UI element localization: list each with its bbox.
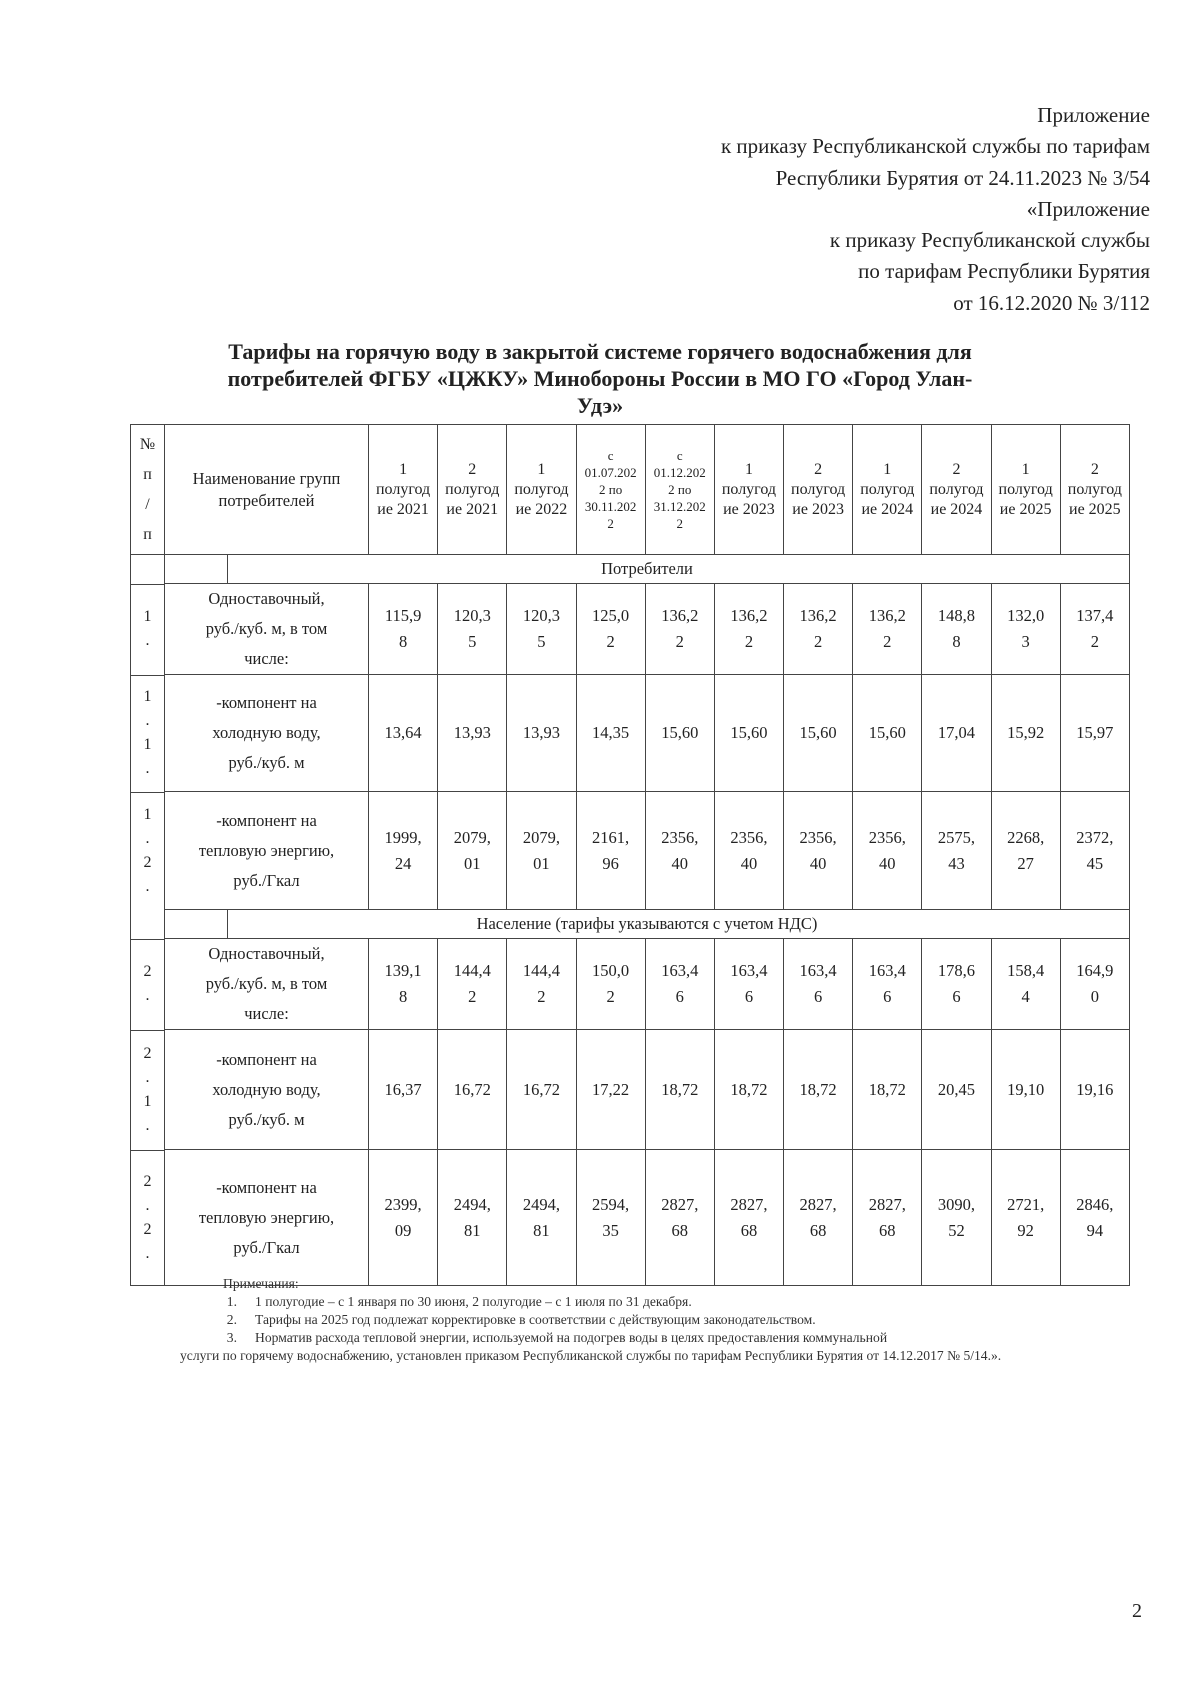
period-header: с 01.07.202 2 по 30.11.202 2 [576, 425, 645, 555]
note-item [180, 1329, 1130, 1347]
tariff-value: 2575, 43 [922, 792, 991, 910]
note-number: 2. [226, 1312, 237, 1327]
tariff-value: 163,4 6 [853, 939, 922, 1030]
tariff-value: 19,10 [991, 1030, 1060, 1150]
tariff-value: 2494, 81 [438, 1150, 507, 1286]
tariff-value: 13,93 [438, 675, 507, 792]
row-label: -компонент на тепловую энергию, руб./Гкал [165, 792, 369, 910]
tariff-value: 18,72 [714, 1030, 783, 1150]
row-label: Одноставочный, руб./куб. м, в том числе: [165, 584, 369, 675]
tariff-value: 144,4 2 [507, 939, 576, 1030]
title-line: Удэ» [576, 393, 624, 418]
section-divider [227, 910, 228, 938]
appendix-header [450, 100, 1150, 319]
tariff-value: 148,8 8 [922, 584, 991, 675]
tariff-value: 15,92 [991, 675, 1060, 792]
row-separator [131, 1150, 165, 1151]
period-header: 1 полугод ие 2022 [507, 425, 576, 555]
tariff-value: 2846, 94 [1060, 1150, 1129, 1286]
tariff-value: 136,2 2 [853, 584, 922, 675]
tariff-value: 2356, 40 [853, 792, 922, 910]
title-line: Тарифы на горячую воду в закрытой системе горячего водоснабжения для [228, 339, 972, 364]
tariff-value: 2356, 40 [714, 792, 783, 910]
tariff-value: 2721, 92 [991, 1150, 1060, 1286]
section-title-cell [165, 555, 1130, 584]
table-row [131, 584, 1130, 675]
row-number: 1 . 2 . [143, 805, 152, 895]
tariff-value: 125,0 2 [576, 584, 645, 675]
tariff-value: 16,72 [507, 1030, 576, 1150]
note-text: Тарифы на 2025 год подлежат корректировке в соответствии с действующим законодательством. [255, 1312, 816, 1327]
tariff-value: 120,3 5 [438, 584, 507, 675]
header-line: по тарифам Республики Бурятия [858, 259, 1150, 284]
header-line: Приложение [1037, 103, 1150, 127]
period-header: 1 полугод ие 2023 [714, 425, 783, 555]
tariff-value: 16,72 [438, 1030, 507, 1150]
tariff-value: 158,4 4 [991, 939, 1060, 1030]
tariff-value: 2372, 45 [1060, 792, 1129, 910]
tariff-value: 136,2 2 [714, 584, 783, 675]
table-header-row [131, 425, 1130, 555]
tariff-value: 163,4 6 [645, 939, 714, 1030]
row-number: 2 . [143, 963, 152, 1004]
document-title [200, 338, 1000, 419]
row-label: -компонент на тепловую энергию, руб./Гкал [165, 1150, 369, 1286]
section-row [131, 910, 1130, 939]
header-line: к приказу Республиканской службы по тарифам [720, 134, 1150, 159]
row-number: 2 . 2 . [143, 1172, 152, 1262]
section-divider [227, 555, 228, 583]
tariff-value: 2594, 35 [576, 1150, 645, 1286]
tariff-value: 2827, 68 [853, 1150, 922, 1286]
section-row [131, 555, 1130, 584]
tariff-value: 18,72 [853, 1030, 922, 1150]
tariff-value: 15,97 [1060, 675, 1129, 792]
tariff-value: 15,60 [784, 675, 853, 792]
period-header: с 01.12.202 2 по 31.12.202 2 [645, 425, 714, 555]
tariff-value: 13,93 [507, 675, 576, 792]
row-label: Одноставочный, руб./куб. м, в том числе: [165, 939, 369, 1030]
period-header: 2 полугод ие 2021 [438, 425, 507, 555]
header-line: к приказу Республиканской службы [829, 228, 1150, 253]
section-title: Потребители [601, 559, 693, 578]
tariff-value: 2399, 09 [369, 1150, 438, 1286]
name-header: Наименование групп потребителей [165, 425, 369, 555]
section-title-cell [165, 910, 1130, 939]
period-header: 1 полугод ие 2025 [991, 425, 1060, 555]
row-label: -компонент на холодную воду, руб./куб. м [165, 1030, 369, 1150]
tariff-value: 2494, 81 [507, 1150, 576, 1286]
notes-block [180, 1275, 1130, 1365]
tariff-value: 163,4 6 [714, 939, 783, 1030]
tariff-table [130, 424, 1130, 1286]
row-separator [131, 939, 165, 940]
row-label: -компонент на холодную воду, руб./куб. м [165, 675, 369, 792]
row-number: 1 . [143, 608, 152, 649]
period-header: 2 полугод ие 2024 [922, 425, 991, 555]
tariff-value: 2356, 40 [784, 792, 853, 910]
tariff-value: 17,04 [922, 675, 991, 792]
tariff-value: 19,16 [1060, 1030, 1129, 1150]
tariff-value: 132,0 3 [991, 584, 1060, 675]
tariff-value: 178,6 6 [922, 939, 991, 1030]
note-item [180, 1311, 1130, 1329]
table-row [131, 675, 1130, 792]
note-text: 1 полугодие – с 1 января по 30 июня, 2 полугодие – с 1 июля по 31 декабря. [255, 1294, 692, 1309]
tariff-value: 16,37 [369, 1030, 438, 1150]
period-header: 1 полугод ие 2024 [853, 425, 922, 555]
tariff-value: 2079, 01 [507, 792, 576, 910]
tariff-value: 137,4 2 [1060, 584, 1129, 675]
tariff-value: 18,72 [645, 1030, 714, 1150]
row-separator [131, 792, 165, 793]
header-line: Республики Бурятия от 24.11.2023 № 3/54 [775, 165, 1150, 190]
tariff-value: 15,60 [645, 675, 714, 792]
period-header: 2 полугод ие 2023 [784, 425, 853, 555]
tariff-value: 2827, 68 [714, 1150, 783, 1286]
tariff-value: 2161, 96 [576, 792, 645, 910]
tariff-value: 163,4 6 [784, 939, 853, 1030]
tariff-value: 150,0 2 [576, 939, 645, 1030]
tariff-value: 15,60 [714, 675, 783, 792]
header-line: «Приложение [1026, 196, 1150, 221]
tariff-value: 2356, 40 [645, 792, 714, 910]
tariff-value: 115,9 8 [369, 584, 438, 675]
note-number: 1. [226, 1294, 237, 1309]
note-number: 3. [226, 1330, 237, 1345]
note-item [180, 1293, 1130, 1311]
tariff-value: 164,9 0 [1060, 939, 1129, 1030]
table-row [131, 939, 1130, 1030]
row-separator [131, 584, 165, 585]
tariff-value: 17,22 [576, 1030, 645, 1150]
row-number: 1 . 1 . [143, 688, 152, 777]
tariff-value: 144,4 2 [438, 939, 507, 1030]
note-text: Норматив расхода тепловой энергии, используемой на подогрев воды в целях предоставления коммунальной [255, 1330, 888, 1345]
row-number: 2 . 1 . [143, 1044, 152, 1134]
tariff-value: 2827, 68 [784, 1150, 853, 1286]
tariff-value: 13,64 [369, 675, 438, 792]
row-separator [131, 675, 165, 676]
section-title: Население (тарифы указываются с учетом НДС) [476, 914, 818, 933]
header-line: от 16.12.2020 № 3/112 [953, 290, 1150, 315]
notes-heading: Примечания: [223, 1276, 299, 1291]
tariff-value: 3090, 52 [922, 1150, 991, 1286]
tariff-value: 139,1 8 [369, 939, 438, 1030]
title-line: потребителей ФГБУ «ЦЖКУ» Минобороны России в МО ГО «Город Улан- [227, 366, 973, 391]
tariff-value: 18,72 [784, 1030, 853, 1150]
tariff-value: 2268, 27 [991, 792, 1060, 910]
tariff-value: 136,2 2 [645, 584, 714, 675]
table-row [131, 1150, 1130, 1286]
num-header: № п / п [131, 425, 165, 555]
tariff-value: 20,45 [922, 1030, 991, 1150]
tariff-value: 15,60 [853, 675, 922, 792]
tariff-value: 1999, 24 [369, 792, 438, 910]
row-separator [131, 1030, 165, 1031]
tariff-value: 2079, 01 [438, 792, 507, 910]
table-row [131, 792, 1130, 910]
period-header: 1 полугод ие 2021 [369, 425, 438, 555]
table-row [131, 1030, 1130, 1150]
note-continuation: услуги по горячему водоснабжению, установлен приказом Республиканской службы по тарифам Республики Бурятия от 14.12.2017 № 5/14.». [180, 1348, 1002, 1363]
page-number: 2 [1132, 1600, 1142, 1622]
tariff-value: 136,2 2 [784, 584, 853, 675]
tariff-value: 120,3 5 [507, 584, 576, 675]
tariff-value: 14,35 [576, 675, 645, 792]
period-header: 2 полугод ие 2025 [1060, 425, 1129, 555]
tariff-value: 2827, 68 [645, 1150, 714, 1286]
